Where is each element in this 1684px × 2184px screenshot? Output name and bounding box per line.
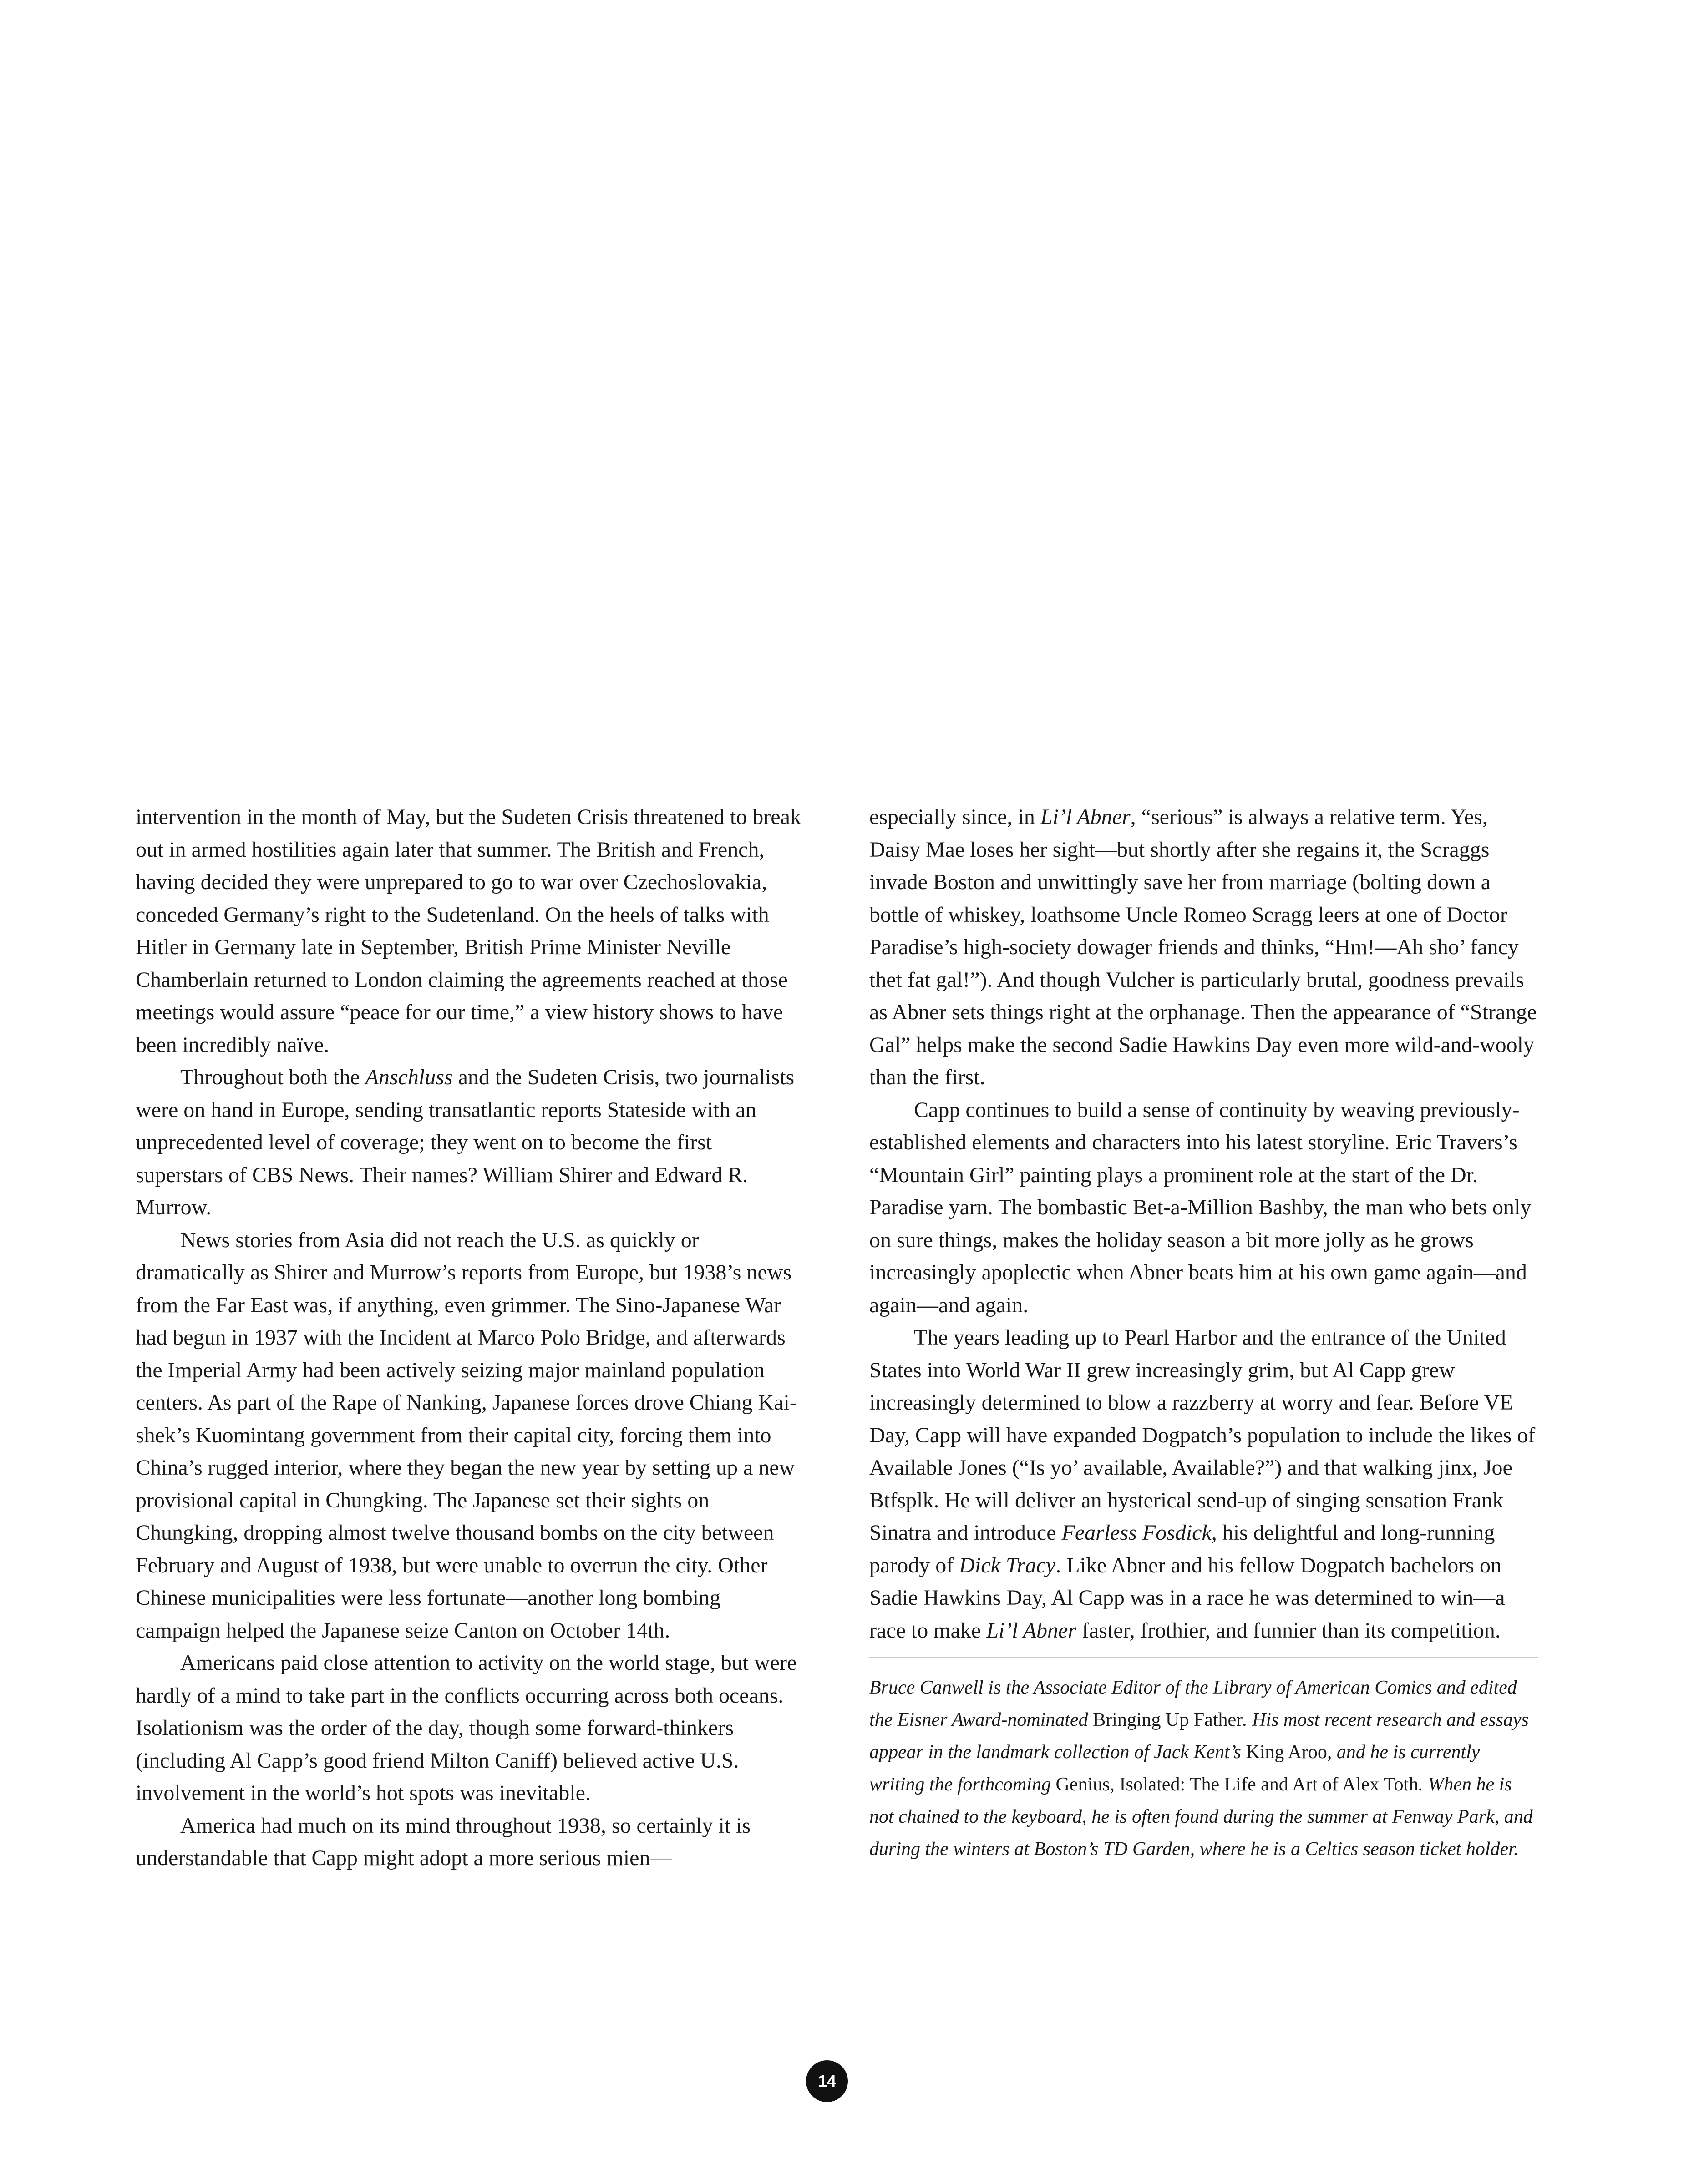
text-run: , and he is currently writing the forthcoming [869, 1742, 1480, 1795]
body-paragraph [869, 1321, 1538, 1647]
body-paragraph: News stories from Asia did not reach the U.S. as quickly or dramatically as Shirer and Murrow’s reports from Europe, but 1938’s news from the Far East was, if anything, even grimmer. The Sino-Japanese War had begun in 1937 with the Incident at Marco Polo Bridge, and afterwards the Imperial Army had been actively seizing major mainland population centers. As part of the Rape of Nanking, Japanese forces drove Chiang Kai-shek’s Kuomintang government from their capital city, forcing them into China’s rugged interior, where they began the new year by setting up a new provisional capital in Chungking. The Japanese set their sights on Chungking, dropping almost twelve thousand bombs on the city between February and August of 1938, but were unable to overrun the city. Other Chinese municipalities were less fortunate—another long bombing campaign helped the Japanese seize Canton on October 14th. [136, 1228, 797, 1643]
text-run: especially since, in [869, 805, 1040, 829]
italic-title: Li’l Abner [1040, 805, 1131, 829]
text-run: Bruce Canwell is the Associate Editor of the Library of American Comics and edited the Eisner Award-nominated [869, 1677, 1517, 1730]
italic-title: Li’l Abner [986, 1618, 1076, 1643]
book-title: King Aroo [1246, 1742, 1327, 1763]
divider [869, 1657, 1538, 1658]
text-run: . When he is not chained to the keyboard, he is often found during the summer at Fenway Park, and during the winters at Boston’s TD Garden, where he is a Celtics season ticket holder. [869, 1774, 1533, 1860]
body-paragraph: America had much on its mind throughout 1938, so certainly it is understandable that Capp might adopt a more serious mien— [136, 1813, 751, 1870]
text-run: faster, frothier, and funnier than its competition. [1076, 1618, 1501, 1643]
italic-title: Fearless Fosdick [1061, 1521, 1212, 1545]
text-run: . His most recent research and essays appear in the landmark collection of Jack Kent’s [869, 1709, 1529, 1763]
author-bio [869, 1672, 1538, 1866]
page-number: 14 [806, 2060, 848, 2102]
text-run: Throughout both the [180, 1065, 365, 1089]
body-paragraph: Capp continues to build a sense of continuity by weaving previously-established elements and characters into his latest storyline. Eric Travers’s “Mountain Girl” painting plays a prominent role at the start of the Dr. Paradise yarn. The bombastic Bet-a-Million Bashby, the man who bets only on sure things, makes the holiday season a bit more jolly as he grows increasingly apoplectic when Abner beats him at his own game again—and again—and again. [869, 1097, 1532, 1317]
text-run: The years leading up to Pearl Harbor and the entrance of the United States into World War II grew increasingly grim, but Al Capp grew increasingly determined to blow a razzberry at worry and fear. Before VE Day, Capp will have expanded Dogpatch’s population to include the likes of Available Jones (“Is yo’ available, Available?”) and that walking jinx, Joe Btfsplk. He will deliver an hysterical send-up of singing sensation Frank Sinatra and introduce [869, 1325, 1536, 1545]
body-paragraph: intervention in the month of May, but the Sudeten Crisis threatened to break out in armed hostilities again later that summer. The British and French, having decided they were unprepared to go to war over Czechoslovakia, conceded Germany’s right to the Sudetenland. On the heels of talks with Hitler in Germany late in September, British Prime Minister Neville Chamberlain returned to London claiming the agreements reached at those meetings would assure “peace for our time,” a view history shows to have been incredibly naïve. [136, 805, 801, 1057]
left-column [136, 801, 805, 1875]
italic-title: Anschluss [365, 1065, 453, 1089]
text-run: , his delightful and long-running parody of [869, 1521, 1495, 1577]
book-title: Bringing Up Father [1093, 1709, 1243, 1730]
italic-title: Dick Tracy [959, 1553, 1056, 1577]
text-run: , “serious” is always a relative term. Yes, Daisy Mae loses her sight—but shortly after she regains it, the Scraggs invade Boston and unwittingly save her from marriage (bolting down a bottle of whiskey, loathsome Uncle Romeo Scragg leers at one of Doctor Paradise’s high-society dowager friends and thinks, “Hm!—Ah sho’ fancy thet fat gal!”). And though Vulcher is particularly brutal, goodness prevails as Abner sets things right at the orphanage. Then the appearance of “Strange Gal” helps make the second Sadie Hawkins Day even more wild-and-wooly than the first. [869, 805, 1537, 1089]
book-title: Genius, Isolated: The Life and Art of Alex Toth [1055, 1774, 1419, 1795]
text-run: and the Sudeten Crisis, two journalists were on hand in Europe, sending transatlantic reports Stateside with an unprecedented level of coverage; they went on to become the first superstars of CBS News. Their names? William Shirer and Edward R. Murrow. [136, 1065, 795, 1219]
body-paragraph: Americans paid close attention to activity on the world stage, but were hardly of a mind to take part in the conflicts occurring across both oceans. Isolationism was the order of the day, though some forward-thinkers (including Al Capp’s good friend Milton Caniff) believed active U.S. involvement in the world’s hot spots was inevitable. [136, 1651, 797, 1805]
body-paragraph [869, 801, 1538, 1094]
text-run: . Like Abner and his fellow Dogpatch bachelors on Sadie Hawkins Day, Al Capp was in a race he was determined to win—a race to make [869, 1553, 1505, 1643]
body-paragraph [136, 1061, 805, 1224]
right-column [869, 801, 1538, 1866]
